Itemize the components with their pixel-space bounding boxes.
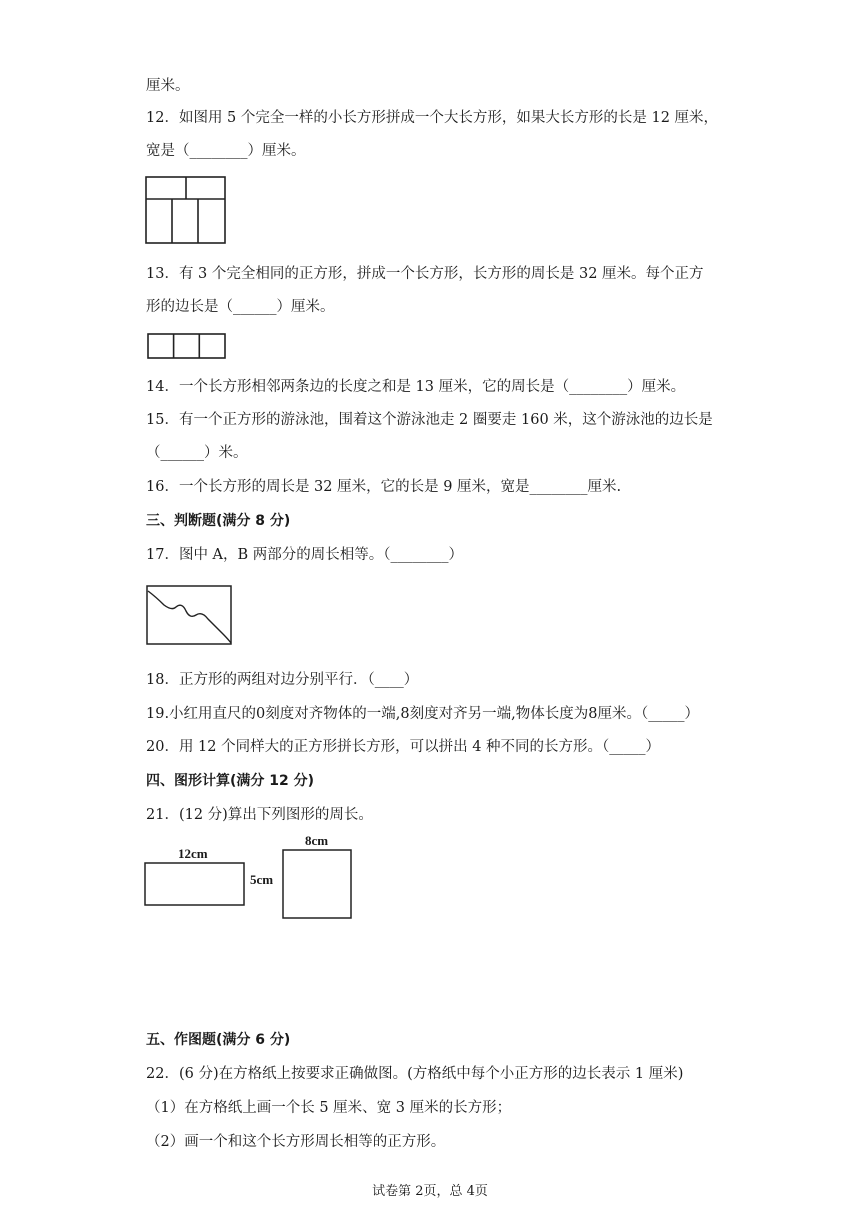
figure-five-rectangles	[145, 176, 227, 244]
line-cont: 厘米。	[146, 78, 190, 94]
question-19: 19.小红用直尺的0刻度对齐物体的一端,8刻度对齐另一端,物体长度为8厘米。（_____）	[146, 706, 699, 722]
figure-rectangle-12x5	[144, 862, 246, 907]
question-22-part1: （1）在方格纸上画一个长 5 厘米、宽 3 厘米的长方形；	[146, 1100, 512, 1116]
page-footer: 试卷第 2页，总 4页	[372, 1184, 488, 1199]
question-15-line2: （______）米。	[146, 445, 248, 461]
question-18: 18．正方形的两组对边分别平行．（____）	[146, 672, 419, 688]
figure-square-8	[282, 849, 353, 919]
section-5-heading: 五、作图题(满分 6 分)	[146, 1032, 291, 1048]
question-12-line1: 12．如图用 5 个完全一样的小长方形拼成一个大长方形，如果大长方形的长是 12 厘米，	[146, 110, 719, 126]
question-22-part2: （2）画一个和这个长方形周长相等的正方形。	[146, 1134, 446, 1150]
figure-ab-rectangle	[146, 585, 234, 647]
question-12-line2: 宽是（________）厘米。	[146, 143, 306, 159]
figure-three-squares	[147, 333, 227, 360]
question-14: 14．一个长方形相邻两条边的长度之和是 13 厘米，它的周长是（________）厘米。	[146, 379, 686, 395]
question-22: 22．(6 分)在方格纸上按要求正确做图。(方格纸中每个小正方形的边长表示 1 厘米)	[146, 1066, 684, 1082]
section-3-heading: 三、判断题(满分 8 分)	[146, 513, 291, 529]
question-13-line1: 13．有 3 个完全相同的正方形，拼成一个长方形，长方形的周长是 32 厘米。每个正方	[146, 266, 704, 282]
rect-length-label: 12cm	[178, 846, 208, 861]
question-16: 16．一个长方形的周长是 32 厘米，它的长是 9 厘米，宽是________厘米.	[146, 479, 622, 495]
rect-width-label: 5cm	[250, 872, 274, 887]
question-15-line1: 15．有一个正方形的游泳池，围着这个游泳池走 2 圈要走 160 米，这个游泳池的边长是	[146, 412, 713, 428]
question-21: 21．(12 分)算出下列图形的周长。	[146, 807, 373, 823]
square-side-label: 8cm	[305, 833, 329, 848]
section-4-heading: 四、图形计算(满分 12 分)	[146, 773, 315, 789]
question-20: 20．用 12 个同样大的正方形拼长方形，可以拼出 4 种不同的长方形。（_____）	[146, 739, 661, 755]
question-17: 17．图中 A，B 两部分的周长相等。（________）	[146, 547, 464, 563]
question-13-line2: 形的边长是（______）厘米。	[146, 299, 335, 315]
